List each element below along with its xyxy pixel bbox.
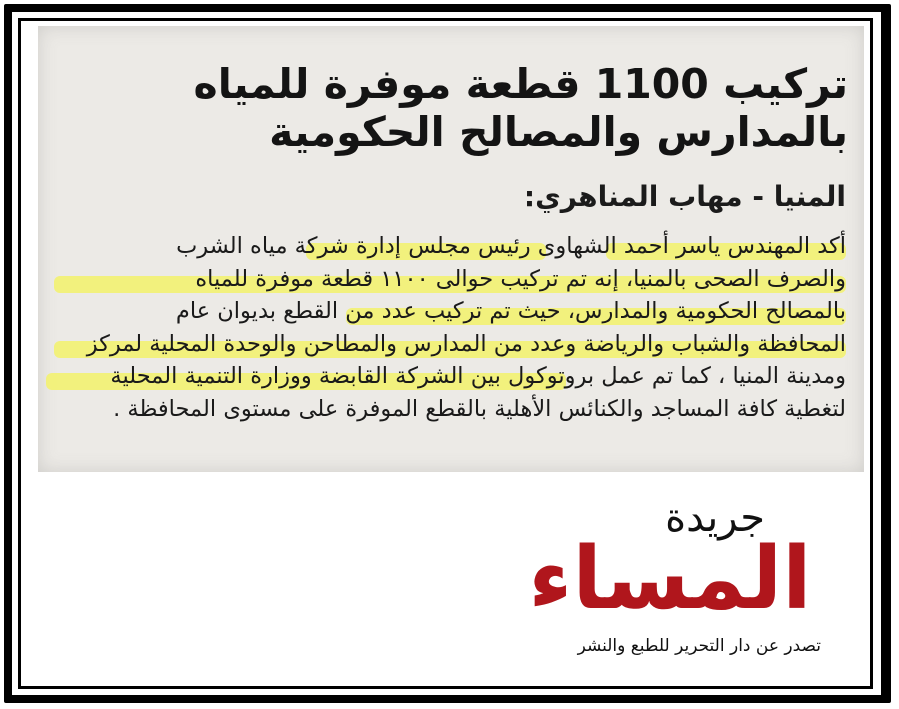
article-line <box>46 295 846 328</box>
article-line <box>46 328 846 361</box>
article-line-text: والصرف الصحى بالمنيا، إنه تم تركيب حوالى ١١٠٠ قطعة موفرة للمياه <box>195 265 846 292</box>
masthead-prefix: جريدة <box>665 495 765 541</box>
article-line <box>46 230 846 263</box>
article-line-text: بالمصالح الحكومية والمدارس، حيث تم تركيب عدد من القطع بديوان عام <box>175 298 846 324</box>
article-body <box>46 230 846 425</box>
article-line <box>46 360 846 393</box>
article-line-text: المحافظة والشباب والرياضة وعدد من المدارس والمطاحن والوحدة المحلية لمركز <box>86 330 846 357</box>
masthead-name: المساء <box>528 529 812 629</box>
masthead-tagline: تصدر عن دار التحرير للطبع والنشر <box>577 636 821 656</box>
article-line <box>46 263 846 296</box>
article-headline: تركيب 1100 قطعة موفرة للمياه بالمدارس والمصالح الحكومية <box>193 60 848 156</box>
article-line <box>46 393 846 426</box>
newspaper-masthead-logo <box>505 487 835 667</box>
article-line-text: لتغطية كافة المساجد والكنائس الأهلية بالقطع الموفرة على مستوى المحافظة . <box>113 395 846 422</box>
newspaper-clipping <box>38 26 864 472</box>
article-line-text: أكد المهندس ياسر أحمد الشهاوى رئيس مجلس إدارة شركة مياه الشرب <box>176 233 846 259</box>
article-line-text: ومدينة المنيا ، كما تم عمل بروتوكول بين الشركة القابضة ووزارة التنمية المحلية <box>110 363 846 389</box>
article-byline: المنيا - مهاب المناهري: <box>523 180 846 213</box>
